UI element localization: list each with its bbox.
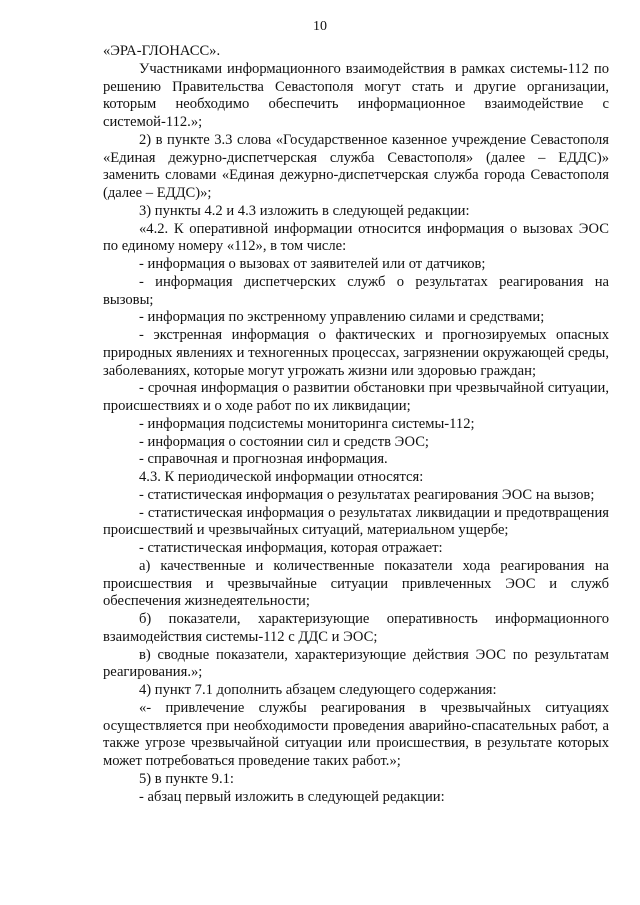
list-item: б) показатели, характеризующие оперативность информационного взаимодействия системы-112 с ДДС и ЭОС; [103,611,609,645]
list-item: - статистическая информация о результатах ликвидации и предотвращения происшествий и чрезвычайных ситуаций, материальном ущербе; [103,504,609,539]
list-item: - статистическая информация о результатах реагирования ЭОС на вызов; [139,486,595,503]
paragraph: «ЭРА-ГЛОНАСС». [103,43,221,59]
paragraph: 3) пункты 4.2 и 4.3 изложить в следующей редакции: [139,202,470,219]
paragraph: «4.2. К оперативной информации относится информация о вызовах ЭОС по единому номеру «112», в том числе: [103,220,609,255]
list-item: в) сводные показатели, характеризующие действия ЭОС по результатам реагирования.»; [103,646,609,681]
list-item: - справочная и прогнозная информация. [139,451,388,468]
page-number: 10 [313,19,327,34]
paragraph: - абзац первый изложить в следующей редакции: [139,788,445,805]
list-item: - информация о вызовах от заявителей или от датчиков; [139,256,486,272]
paragraph: 5) в пункте 9.1: [139,770,234,787]
list-item: - информация диспетчерских служб о результатах реагирования на вызовы; [103,273,609,308]
paragraph: Участниками информационного взаимодействия в рамках системы-112 по решению Правительства Севастополя могут стать и другие организации, которым необходимо обеспечить информационное взаимодействие с системой-112.»; [103,60,609,130]
list-item: - экстренная информация о фактических и прогнозируемых опасных природных явлениях и техногенных процессах, загрязнении окружающей среды, заболеваниях, которые могут угрожать жизни или здоровью граждан; [103,327,609,379]
paragraph: «- привлечение службы реагирования в чрезвычайных ситуациях осуществляется при необходимости проведения аварийно-спасательных работ, а также угрозе чрезвычайной ситуации или происшествия, в результате которых может потребоваться проведение таких работ.»; [103,699,609,769]
list-item: - информация подсистемы мониторинга системы-112; [139,415,475,432]
paragraph: 4) пункт 7.1 дополнить абзацем следующего содержания: [139,682,497,698]
list-item: - информация по экстренному управлению силами и средствами; [139,309,545,326]
list-item: - статистическая информация, которая отражает: [139,540,443,556]
paragraph: 2) в пункте 3.3 слова «Государственное казенное учреждение Севастополя «Единая дежурно-диспетчерская служба Севастополя» (далее – ЕДДС)» заменить словами «Единая дежурно-диспетчерская служба города Севастополя (далее – ЕДДС)»; [103,131,609,201]
list-item: а) качественные и количественные показатели хода реагирования на происшествия и чрезвычайные ситуации привлеченных ЭОС и служб обеспечения жизнедеятельности; [103,557,609,610]
list-item: - информация о состоянии сил и средств ЭОС; [139,433,429,450]
list-item: - срочная информация о развитии обстановки при чрезвычайной ситуации, происшествиях и о ходе работ по их ликвидации; [103,380,609,414]
paragraph: 4.3. К периодической информации относятся: [139,469,424,485]
document-body [103,43,609,806]
